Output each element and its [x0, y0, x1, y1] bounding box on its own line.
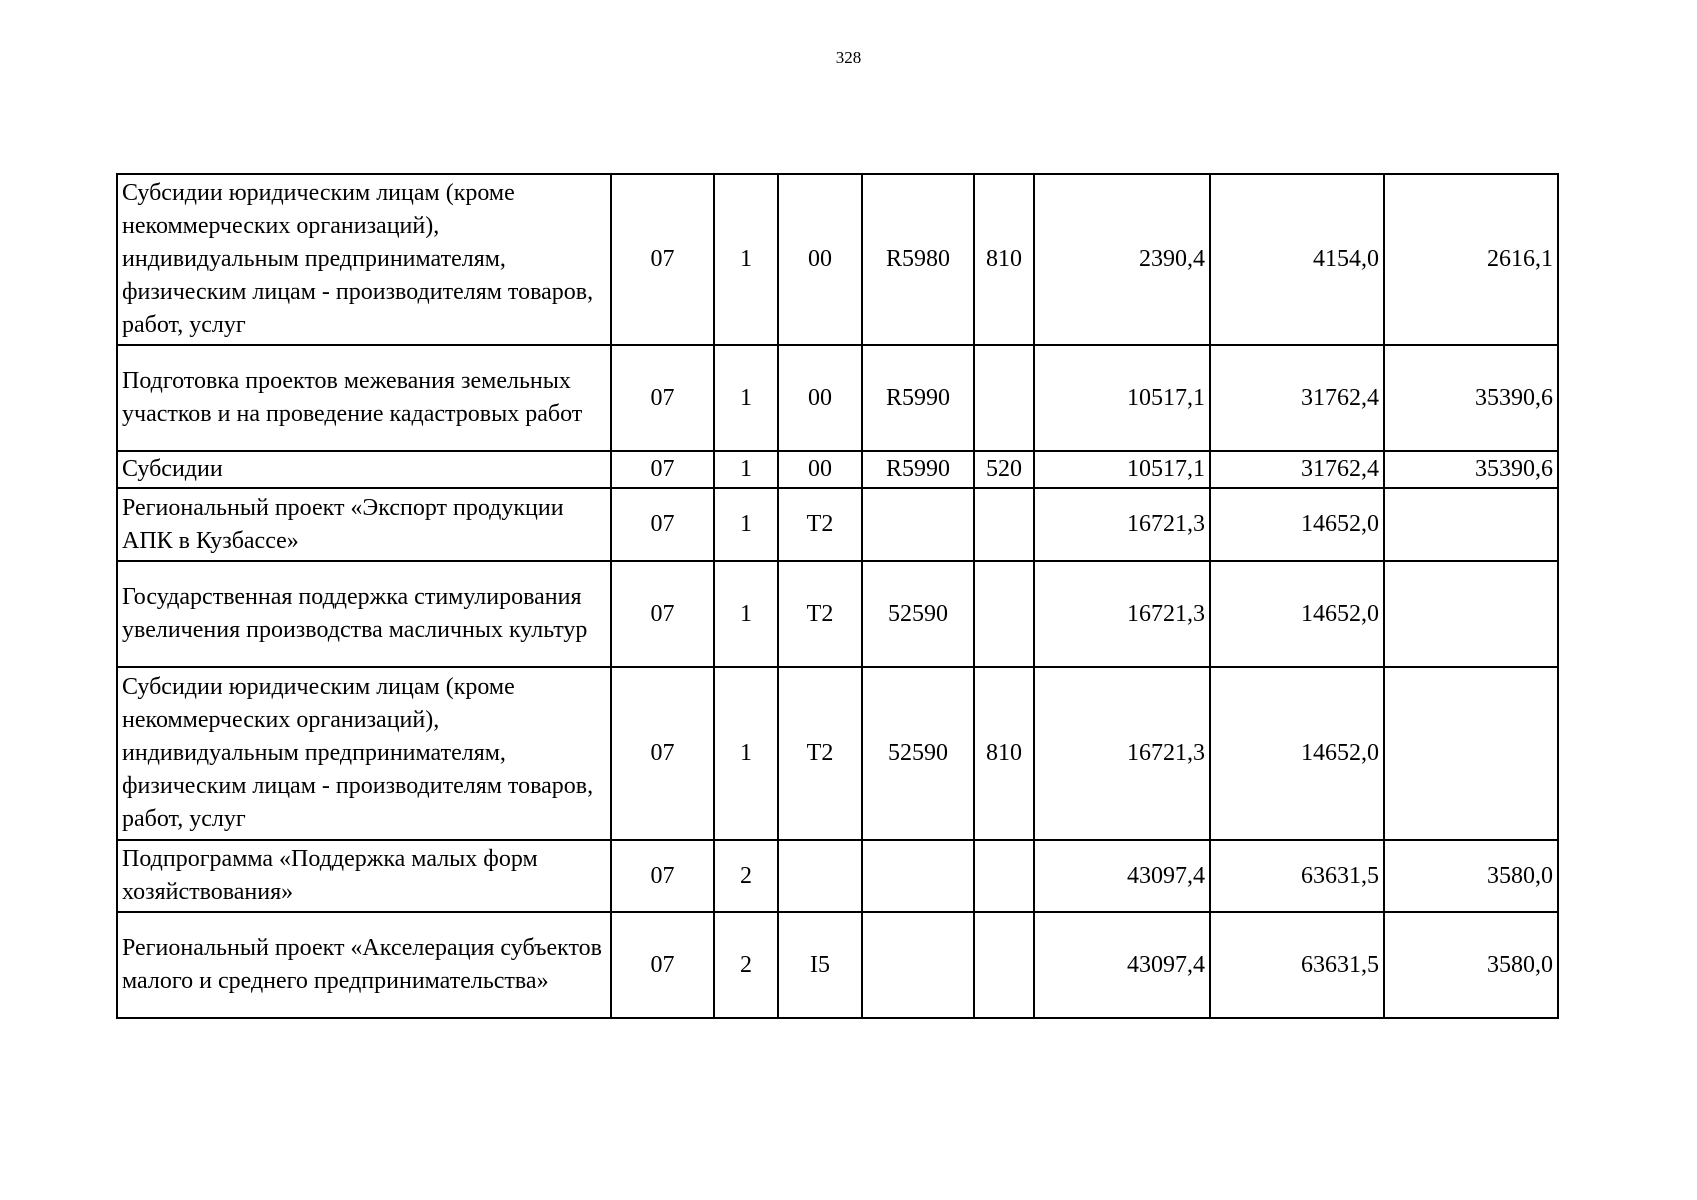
code-program: 1: [714, 174, 778, 345]
value-year-1: 10517,1: [1034, 345, 1210, 451]
code-program: 1: [714, 561, 778, 667]
code-expense-type: [974, 488, 1034, 561]
code-direction: [862, 912, 974, 1018]
value-year-3: [1384, 561, 1558, 667]
value-year-1: 16721,3: [1034, 488, 1210, 561]
table-row: [117, 488, 1558, 561]
table-row: [117, 451, 1558, 488]
value-year-3: [1384, 488, 1558, 561]
value-year-1: 43097,4: [1034, 840, 1210, 912]
page-number: 328: [835, 48, 862, 67]
code-program: 2: [714, 840, 778, 912]
table-row: [117, 561, 1558, 667]
value-year-2: 31762,4: [1210, 451, 1384, 488]
code-subprogram: [778, 840, 862, 912]
code-program: 1: [714, 667, 778, 840]
row-name: Государственная поддержка стимулирования увеличения производства масличных культур: [117, 561, 611, 667]
code-direction: R5990: [862, 345, 974, 451]
code-subprogram: I5: [778, 912, 862, 1018]
code-subprogram: T2: [778, 488, 862, 561]
code-section: 07: [611, 345, 714, 451]
table-row: [117, 174, 1558, 345]
table-row: [117, 912, 1558, 1018]
value-year-3: 35390,6: [1384, 345, 1558, 451]
value-year-3: [1384, 667, 1558, 840]
value-year-2: 14652,0: [1210, 667, 1384, 840]
code-subprogram: T2: [778, 667, 862, 840]
value-year-3: 2616,1: [1384, 174, 1558, 345]
row-name: Региональный проект «Акселерация субъектов малого и среднего предпринимательства»: [117, 912, 611, 1018]
code-section: 07: [611, 174, 714, 345]
row-name: Подготовка проектов межевания земельных участков и на проведение кадастровых работ: [117, 345, 611, 451]
code-expense-type: [974, 840, 1034, 912]
value-year-2: 63631,5: [1210, 912, 1384, 1018]
row-name: Региональный проект «Экспорт продукции АПК в Кузбассе»: [117, 488, 611, 561]
value-year-2: 63631,5: [1210, 840, 1384, 912]
row-name: Субсидии: [117, 451, 611, 488]
value-year-3: 35390,6: [1384, 451, 1558, 488]
table-row: [117, 840, 1558, 912]
code-direction: 52590: [862, 561, 974, 667]
code-section: 07: [611, 912, 714, 1018]
table-row: [117, 345, 1558, 451]
code-expense-type: 520: [974, 451, 1034, 488]
value-year-2: 31762,4: [1210, 345, 1384, 451]
code-expense-type: [974, 912, 1034, 1018]
code-direction: R5980: [862, 174, 974, 345]
code-program: 1: [714, 345, 778, 451]
code-expense-type: 810: [974, 174, 1034, 345]
code-section: 07: [611, 451, 714, 488]
value-year-2: 14652,0: [1210, 488, 1384, 561]
value-year-1: 16721,3: [1034, 561, 1210, 667]
code-section: 07: [611, 667, 714, 840]
code-direction: [862, 488, 974, 561]
value-year-3: 3580,0: [1384, 912, 1558, 1018]
row-name: Субсидии юридическим лицам (кроме некоммерческих организаций), индивидуальным предпринимателям, физическим лицам - производителям товаров, работ, услуг: [117, 667, 611, 840]
code-subprogram: 00: [778, 451, 862, 488]
row-name: Подпрограмма «Поддержка малых форм хозяйствования»: [117, 840, 611, 912]
code-direction: [862, 840, 974, 912]
table-row: [117, 667, 1558, 840]
code-expense-type: 810: [974, 667, 1034, 840]
code-program: 1: [714, 488, 778, 561]
code-expense-type: [974, 561, 1034, 667]
value-year-1: 10517,1: [1034, 451, 1210, 488]
value-year-2: 14652,0: [1210, 561, 1384, 667]
code-subprogram: 00: [778, 174, 862, 345]
value-year-2: 4154,0: [1210, 174, 1384, 345]
row-name: Субсидии юридическим лицам (кроме некоммерческих организаций), индивидуальным предпринимателям, физическим лицам - производителям товаров, работ, услуг: [117, 174, 611, 345]
code-section: 07: [611, 488, 714, 561]
budget-table: [116, 173, 1559, 1019]
value-year-1: 16721,3: [1034, 667, 1210, 840]
code-section: 07: [611, 840, 714, 912]
code-program: 2: [714, 912, 778, 1018]
code-section: 07: [611, 561, 714, 667]
value-year-1: 2390,4: [1034, 174, 1210, 345]
code-subprogram: T2: [778, 561, 862, 667]
value-year-3: 3580,0: [1384, 840, 1558, 912]
code-direction: R5990: [862, 451, 974, 488]
code-direction: 52590: [862, 667, 974, 840]
code-expense-type: [974, 345, 1034, 451]
code-program: 1: [714, 451, 778, 488]
code-subprogram: 00: [778, 345, 862, 451]
value-year-1: 43097,4: [1034, 912, 1210, 1018]
